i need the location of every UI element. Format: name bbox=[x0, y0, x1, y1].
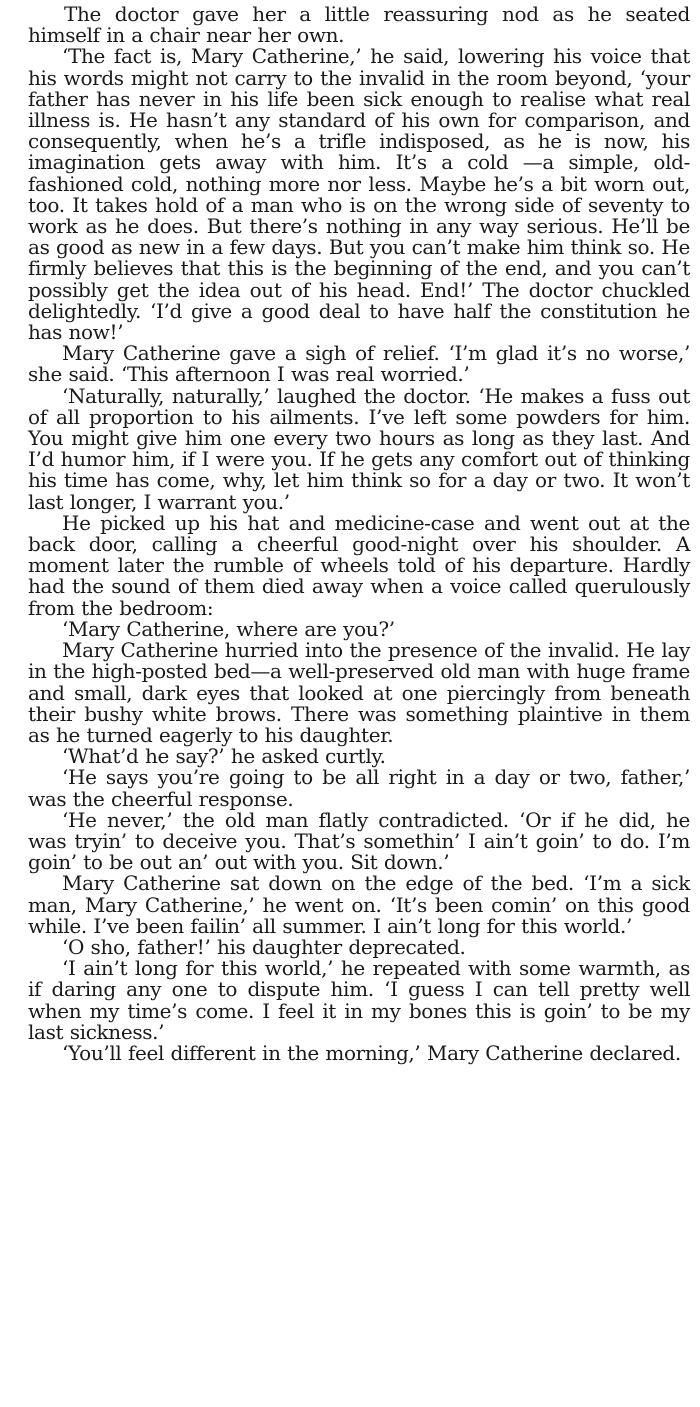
paragraph: Mary Catherine sat down on the edge of the bed. ‘I’m a sick man, Mary Catherine,’ he went on. ‘It’s been comin’ on this good while. I’ve been failin’ all summer. I ain’t long for this world.’ bbox=[28, 871, 690, 938]
paragraph: ‘He never,’ the old man flatly contradicted. ‘Or if he did, he was tryin’ to deceive you. That’s somethin’ I ain’t goin’ to do. I’m goin’ to be out an’ out with you. Sit down.’ bbox=[28, 807, 690, 875]
paragraph: Mary Catherine gave a sigh of relief. ‘I’m glad it’s no worse,’ she said. ‘This afternoon I was real worried.’ bbox=[28, 341, 690, 387]
paragraph: ‘You’ll feel different in the morning,’ Mary Catherine declared. bbox=[62, 1040, 681, 1065]
paragraph: ‘Mary Catherine, where are you?’ bbox=[62, 616, 395, 641]
paragraph: ‘O sho, father!’ his daughter deprecated. bbox=[62, 934, 466, 959]
paragraph: Mary Catherine hurried into the presence of the invalid. He lay in the high-posted bed—a well-preserved old man with huge frame and small, dark eyes that looked at one piercingly from beneath their bushy white brows. There was something plaintive in them as he turned eagerly to his daughter. bbox=[28, 638, 690, 747]
paragraph: ‘The fact is, Mary Catherine,’ he said, lowering his voice that his words might not carry to the invalid in the room beyond, ‘your father has never in his life been sick enough to realise what real illness is. He hasn’t any standard of his own for comparison, and consequently, when he’s a trifle indisposed, as he is now, his imagination gets away with him. It’s a cold —a simple, old-fashioned cold, nothing more nor less. Maybe he’s a bit worn out, too. It takes hold of a man who is on the wrong side of seventy to work as he does. But there’s nothing in any way serious. He’ll be as good as new in a few days. But you can’t make him think so. He firmly believes that this is the beginning of the end, and you can’t possibly get the idea out of his head. End!’ The doctor chuckled delightedly. ‘I’d give a good deal to have half the constitution he has now!’ bbox=[28, 44, 690, 345]
paragraph: He picked up his hat and medicine-case and went out at the back door, calling a cheerful good-night over his shoulder. A moment later the rumble of wheels told of his departure. Hardly had the sound of them died away when a voice called querulously from the bedroom: bbox=[28, 510, 690, 620]
paragraph: ‘Naturally, naturally,’ laughed the doctor. ‘He makes a fuss out of all proportion to his ailments. I’ve left some powders for him. You might give him one every two hours as long as they last. And I’d humor him, if I were you. If he gets any comfort out of thinking his time has come, why, let him think so for a day or two. It won’t last longer, I warrant you.’ bbox=[28, 383, 690, 514]
paragraph: ‘I ain’t long for this world,’ he repeated with some warmth, as if daring any one to dispute him. ‘I guess I can tell pretty well when my time’s come. I feel it in my bones this is goin’ to be my last sickness.’ bbox=[28, 956, 690, 1044]
paragraph: ‘He says you’re going to be all right in a day or two, father,’ was the cheerful response. bbox=[28, 765, 690, 811]
paragraph: The doctor gave her a little reassuring nod as he seated himself in a chair near her own. bbox=[28, 2, 690, 48]
paragraph: ‘What’d he say?’ he asked curtly. bbox=[62, 744, 386, 769]
